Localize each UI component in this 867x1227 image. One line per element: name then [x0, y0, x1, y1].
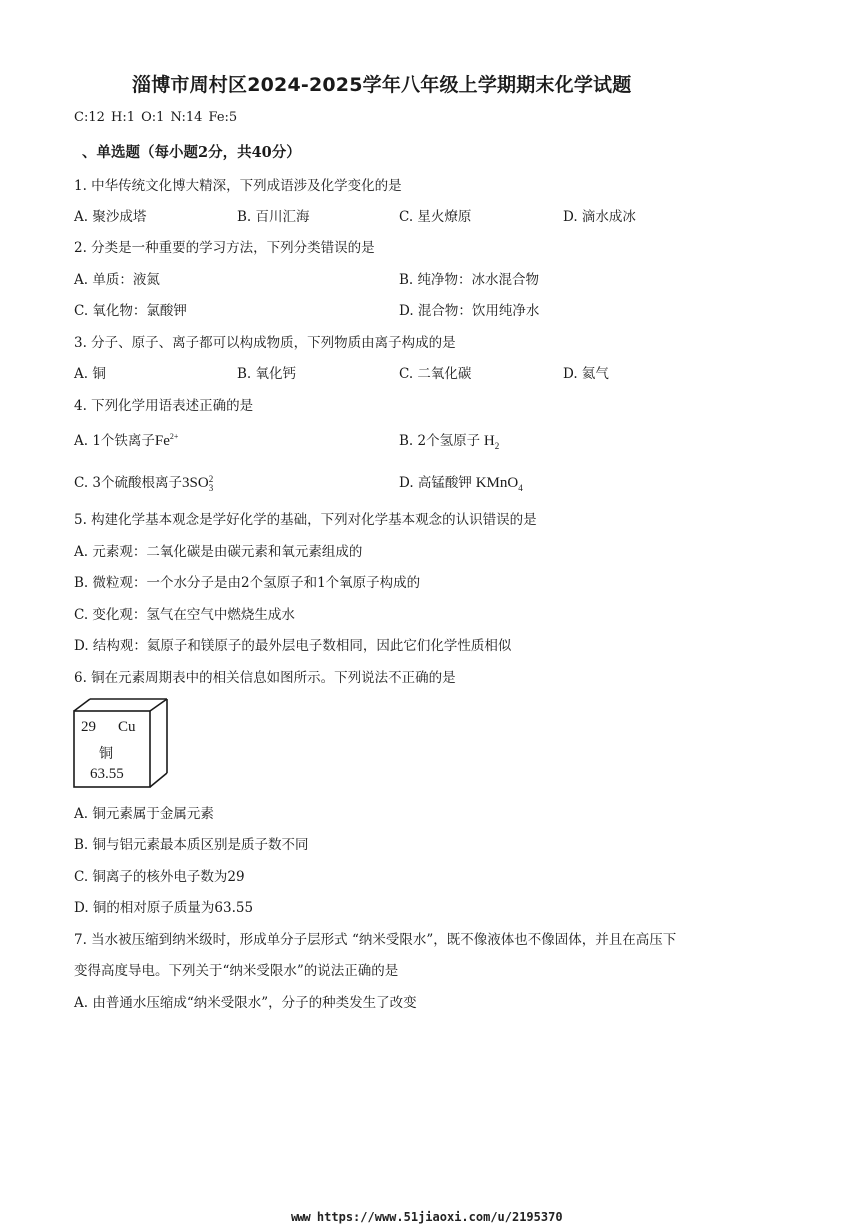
element-name: 铜: [99, 746, 113, 762]
atomic-mass: 63.55: [90, 766, 124, 782]
formula-h2: $H_2$: [483, 433, 500, 451]
question-7-stem: 7. 当水被压缩到纳米级时，形成单分子层形式 “纳米受限水”，既不像液体也不像固体，并且在高压下: [74, 932, 677, 948]
question-3-stem: 3. 分子、原子、离子都可以构成物质，下列物质由离子构成的是: [74, 335, 456, 351]
q2-option-a: A. 单质：液氮: [74, 272, 160, 288]
copper-element-card: [72, 697, 172, 789]
q4-option-c-label: C. 3个硫酸根离子: [74, 475, 183, 491]
q6-option-a: A. 铜元素属于金属元素: [74, 806, 214, 822]
footer-prefix: www: [291, 1210, 310, 1224]
element-symbol: Cu: [118, 719, 136, 735]
q3-option-c: C. 二氧化碳: [399, 366, 472, 382]
q5-option-a: A. 元素观：二氧化碳是由碳元素和氧元素组成的: [74, 544, 363, 560]
q4-option-a-label: A. 1个铁离子: [74, 433, 155, 449]
q5-option-c: C. 变化观：氢气在空气中燃烧生成水: [74, 607, 295, 623]
q4-option-a: [74, 429, 178, 450]
q1-option-a: A. 聚沙成塔: [74, 209, 147, 225]
q2-option-c: C. 氧化物：氯酸钾: [74, 303, 187, 319]
q6-option-b: B. 铜与铝元素最本质区别是质子数不同: [74, 837, 309, 853]
footer-url[interactable]: https://www.51jiaoxi.com/u/2195370: [316, 1210, 563, 1224]
question-6-stem: 6. 铜在元素周期表中的相关信息如图所示。下列说法不正确的是: [74, 670, 456, 686]
q4-option-d-label: D. 高锰酸钾: [399, 475, 472, 491]
q1-option-b: B. 百川汇海: [237, 209, 310, 225]
q2-option-b: B. 纯净物：冰水混合物: [399, 272, 540, 288]
q4-option-c: [74, 471, 213, 493]
question-4-stem: 4. 下列化学用语表述正确的是: [74, 398, 254, 414]
question-7-stem-cont: 变得高度导电。下列关于“纳米受限水”的说法正确的是: [74, 963, 399, 979]
q3-option-a: A. 铜: [74, 366, 106, 382]
footer-watermark: [291, 1210, 563, 1224]
atomic-number: 29: [81, 719, 96, 735]
formula-kmno4: KMnO$_4$: [475, 475, 523, 493]
q4-option-b: [399, 429, 499, 451]
q6-option-d: D. 铜的相对原子质量为63.55: [74, 900, 254, 916]
q7-option-a: A. 由普通水压缩成“纳米受限水”，分子的种类发生了改变: [74, 995, 417, 1011]
q5-option-b: B. 微粒观：一个水分子是由2个氢原子和1个氧原子构成的: [74, 575, 421, 591]
exam-title: 淄博市周村区2024-2025学年八年级上学期期末化学试题: [132, 74, 632, 96]
q6-option-c: C. 铜离子的核外电子数为29: [74, 869, 245, 885]
section-heading: 、单选题（每小题2分，共40分）: [82, 144, 301, 161]
q4-option-b-label: B. 2个氢原子: [399, 433, 481, 449]
q1-option-c: C. 星火燎原: [399, 209, 472, 225]
atomic-masses: C:12 H:1 O:1 N:14 Fe:5: [74, 110, 238, 125]
question-2-stem: 2. 分类是一种重要的学习方法，下列分类错误的是: [74, 240, 375, 256]
q4-option-d: [399, 471, 523, 493]
q1-option-d: D. 滴水成冰: [563, 209, 636, 225]
q3-option-b: B. 氧化钙: [237, 366, 297, 382]
question-1-stem: 1. 中华传统文化博大精深，下列成语涉及化学变化的是: [74, 178, 402, 194]
q5-option-d: D. 结构观：氦原子和镁原子的最外层电子数相同，因此它们化学性质相似: [74, 638, 512, 654]
question-5-stem: 5. 构建化学基本观念是学好化学的基础，下列对化学基本观念的认识错误的是: [74, 512, 537, 528]
q3-option-d: D. 氦气: [563, 366, 609, 382]
q2-option-d: D. 混合物：饮用纯净水: [399, 303, 540, 319]
formula-sulfate: 3SO 2 3: [182, 473, 214, 493]
formula-fe-ion: $Fe^{2+}$: [154, 432, 179, 449]
